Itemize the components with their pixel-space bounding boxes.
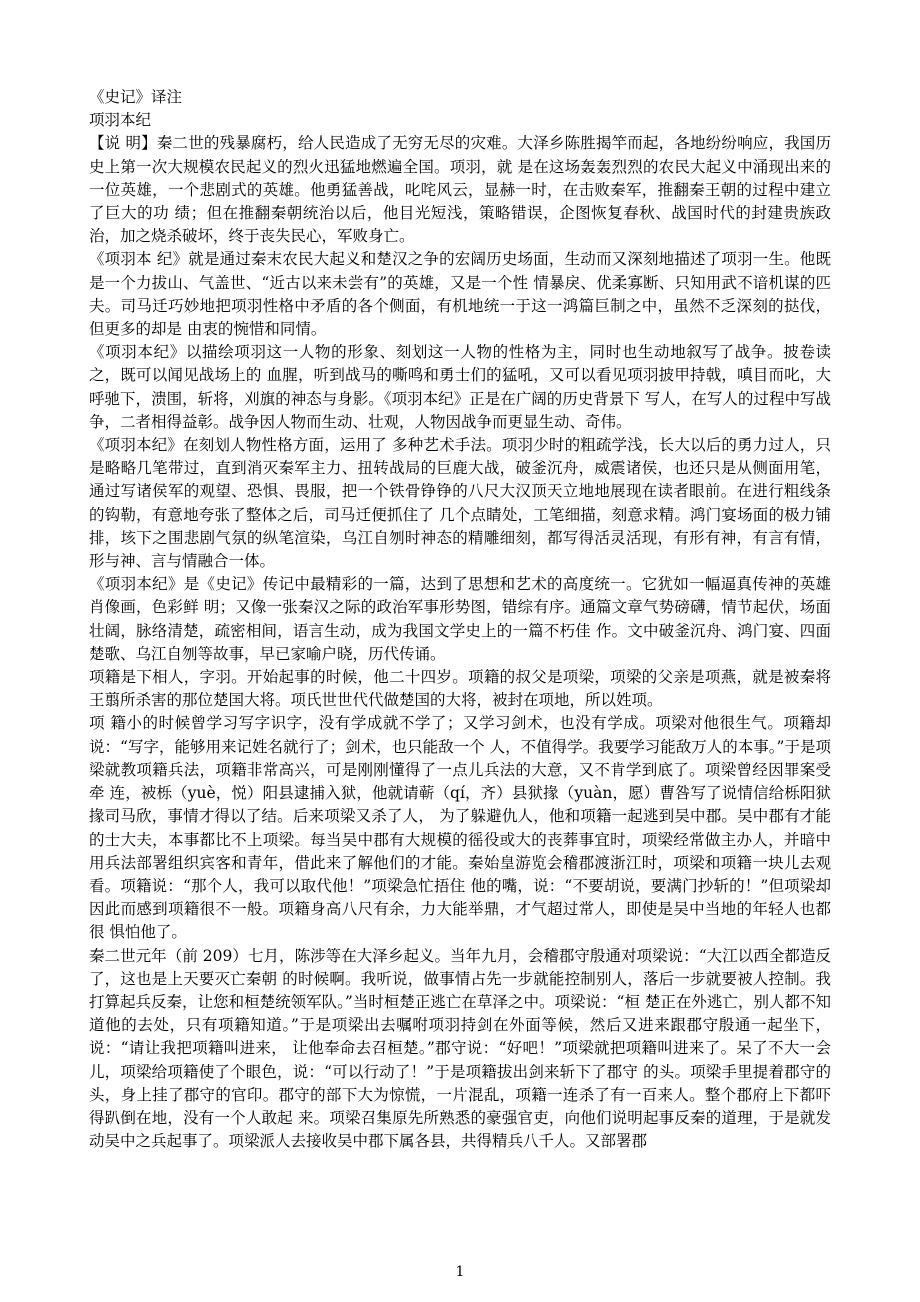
document-title: 《史记》译注: [89, 88, 183, 106]
paragraph: 项 籍小的时候曾学习写字识字，没有学成就不学了；又学习剑术，也没有学成。项梁对他很生气。项籍却说：“写字，能够用来记姓名就行了；剑术，也只能敌一个 人，不值得学。我要学习能敌万人的本事。”于是项梁就教项籍兵法，项籍非常高兴，可是刚刚懂得了一点儿兵法的大意，又不肯学到底了。项梁曾经因罪案受牵 连，被栎（yuè，悦）阳县逮捕入狱，他就请蕲（qí，齐）县狱掾（yuàn，愿）曹咎写了说情信给栎阳狱掾司马欣，事情才得以了结。后来项梁又杀了人， 为了躲避仇人，他和项籍一起逃到吴中郡。吴中郡有才能的士大夫，本事都比不上项梁。每当吴中郡有大规模的徭役或大的丧葬事宜时，项梁经常做主办人，并暗中 用兵法部署组织宾客和青年，借此来了解他们的才能。秦始皇游览会稽郡渡浙江时，项梁和项籍一块儿去观看。项籍说：“那个人，我可以取代他！”项梁急忙捂住 他的嘴，说：“不要胡说，要满门抄斩的！”但项梁却因此而感到项籍很不一般。项籍身高八尺有余，力大能举鼎，才气超过常人，即使是吴中当地的年轻人也都很 惧怕他了。: [89, 714, 831, 942]
paragraph: 《项羽本纪》以描绘项羽这一人物的形象、刻划这一人物的性格为主，同时也生动地叙写了战争。披卷读之，既可以闻见战场上的 血腥，听到战马的嘶鸣和勇士们的猛吼，又可以看见项羽披甲持戟，嗔目而叱，大呼驰下，溃围，斩将，刈旗的神态与身影。《项羽本纪》正是在广阔的历史背景下 写人，在写人的过程中写战争，二者相得益彰。战争因人物而生动、壮观，人物因战争而更显生动、奇伟。: [89, 343, 831, 431]
document-body: [89, 86, 831, 1153]
page-number: 1: [455, 1264, 465, 1280]
paragraph: 《项羽本纪》在刻划人物性格方面，运用了 多种艺术手法。项羽少时的粗疏学浅，长大以后的勇力过人，只是略略几笔带过，直到消灭秦军主力、扭转战局的巨鹿大战，破釜沉舟，威震诸侯，也还只是从侧面用笔，通过写诸侯军的观望、恐惧、畏服，把一个铁骨铮铮的八尺大汉顶天立地地展现在读者眼前。在进行粗线条的钩勒，有意地夸张了整体之后，司马迁便抓住了 几个点睛处，工笔细描，刻意求精。鸿门宴场面的极力铺排，垓下之围悲剧气氛的纵笔渲染，乌江自刎时神态的精雕细刻，都写得活灵活现，有形有神，有言有情， 形与神、言与情融合一体。: [89, 436, 831, 571]
paragraph: 【说 明】秦二世的残暴腐朽，给人民造成了无穷无尽的灾难。大泽乡陈胜揭竿而起，各地纷纷响应，我国历史上第一次大规模农民起义的烈火迅猛地燃遍全国。项羽，就 是在这场轰轰烈烈的农民大起义中涌现出来的一位英雄，一个悲剧式的英雄。他勇猛善战，叱咤风云，显赫一时，在击败秦军，推翻秦王朝的过程中建立了巨大的功 绩；但在推翻秦朝统治以后，他目光短浅，策略错误，企图恢复春秋、战国时代的封建贵族政治，加之烧杀破坏，终于丧失民心，军败身亡。: [89, 134, 831, 246]
document-subtitle: 项羽本纪: [89, 111, 152, 130]
paragraph: 《项羽本 纪》就是通过秦末农民大起义和楚汉之争的宏阔历史场面，生动而又深刻地描述了项羽一生。他既是一个力拔山、气盖世、“近古以来未尝有”的英雄，又是一个性 情暴戾、优柔寡断、只知用武不谙机谋的匹夫。司马迁巧妙地把项羽性格中矛盾的各个侧面，有机地统一于这一鸿篇巨制之中，虽然不乏深刻的挞伐，但更多的却是 由衷的惋惜和同情。: [89, 250, 831, 339]
paragraph: 项籍是下相人，字羽。开始起事的时候，他二十四岁。项籍的叔父是项梁，项梁的父亲是项燕，就是被秦将王翦所杀害的那位楚国大将。项氏世世代代做楚国的大将，被封在项地，所以姓项。: [89, 668, 831, 710]
paragraph: 秦二世元年（前 209）七月，陈涉等在大泽乡起义。当年九月，会稽郡守殷通对项梁说：“大江以西全都造反了，这也是上天要灭亡秦朝 的时候啊。我听说，做事情占先一步就能控制别人，落后一步就要被人控制。我打算起兵反秦，让您和桓楚统领军队。”当时桓楚正逃亡在草泽之中。项梁说：“桓 楚正在外逃亡，别人都不知道他的去处，只有项籍知道。”于是项梁出去嘱咐项羽持剑在外面等候，然后又进来跟郡守殷通一起坐下，说：“请让我把项籍叫进来， 让他奉命去召桓楚。”郡守说：“好吧！”项梁就把项籍叫进来了。呆了不大一会儿，项梁给项籍使了个眼色，说：“可以行动了！”于是项籍拔出剑来斩下了郡守 的头。项梁手里提着郡守的头，身上挂了郡守的官印。郡守的部下大为惊慌，一片混乱，项籍一连杀了有一百来人。整个郡府上下都吓得趴倒在地，没有一个人敢起 来。项梁召集原先所熟悉的豪强官吏，向他们说明起事反秦的道理，于是就发动吴中之兵起事了。项梁派人去接收吴中郡下属各县，共得精兵八千人。又部署郡: [89, 946, 831, 1151]
paragraph: 《项羽本纪》是《史记》传记中最精彩的一篇，达到了思想和艺术的高度统一。它犹如一幅逼真传神的英雄肖像画，色彩鲜 明；又像一张秦汉之际的政治军事形势图，错综有序。通篇文章气势磅礴，情节起伏，场面壮阔，脉络清楚，疏密相间，语言生动，成为我国文学史上的一篇不朽佳 作。文中破釜沉舟、鸿门宴、四面楚歌、乌江自刎等故事，早已家喻户晓，历代传诵。: [89, 575, 831, 663]
